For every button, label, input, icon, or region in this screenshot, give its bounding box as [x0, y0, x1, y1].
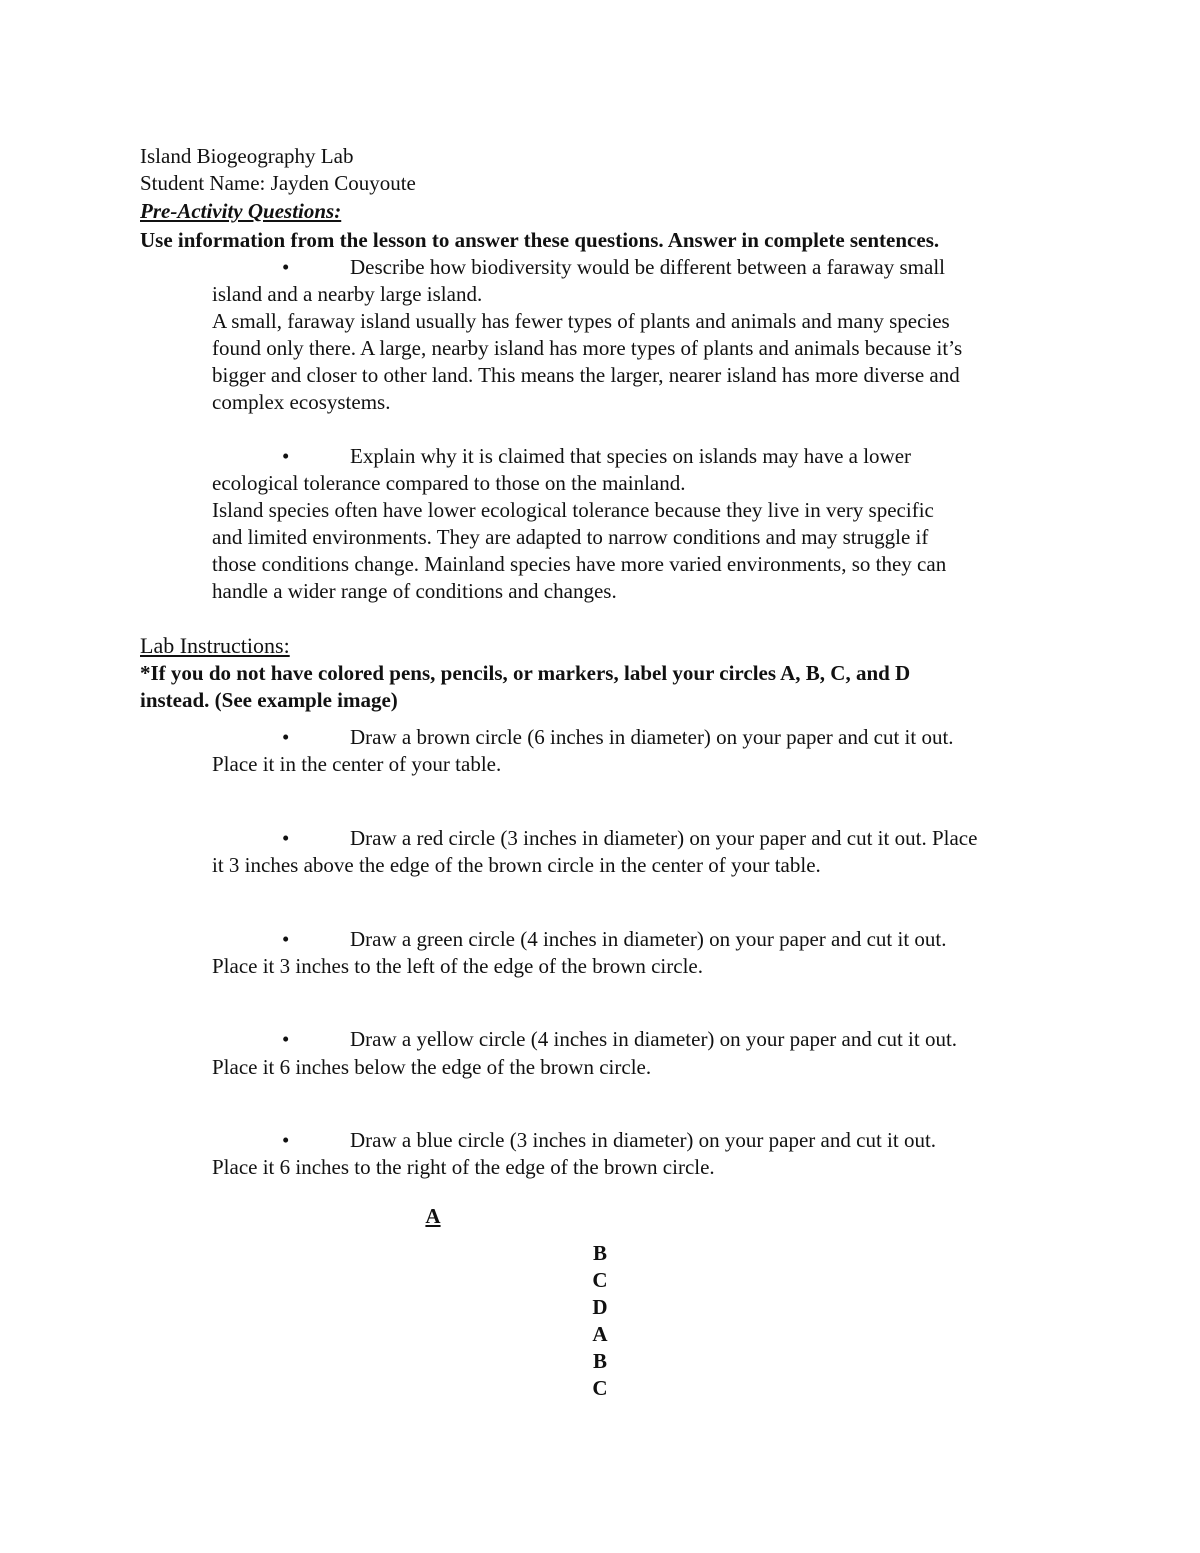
question-1-line-1: Describe how biodiversity would be different between a faraway small — [350, 255, 945, 279]
pre-activity-heading: Pre-Activity Questions: — [140, 199, 342, 223]
answer-1-line: bigger and closer to other land. This means the larger, nearer island has more diverse and — [212, 363, 960, 387]
example-label: B — [592, 1349, 607, 1373]
lab-step-4-line-1: Draw a yellow circle (4 inches in diameter) on your paper and cut it out. — [350, 1027, 958, 1051]
answer-2-line: handle a wider range of conditions and changes. — [212, 579, 617, 603]
example-label: A — [592, 1322, 608, 1346]
student-name: Student Name: Jayden Couyoute — [140, 171, 416, 195]
question-1 — [282, 254, 945, 281]
bullet-icon: • — [282, 927, 290, 951]
lab-note-line-1: *If you do not have colored pens, pencils, or markers, label your circles A, B, C, and D — [140, 661, 911, 685]
answer-1-line: found only there. A large, nearby island has more types of plants and animals because it’s — [212, 336, 963, 360]
answer-1-line: A small, faraway island usually has fewer types of plants and animals and many species — [212, 309, 950, 333]
example-label: C — [592, 1268, 608, 1292]
answer-2-line: those conditions change. Mainland species have more varied environments, so they can — [212, 552, 947, 576]
example-label: C — [592, 1376, 608, 1400]
example-label: D — [592, 1295, 608, 1319]
answer-1-line: complex ecosystems. — [212, 390, 391, 414]
pre-activity-instruction: Use information from the lesson to answer these questions. Answer in complete sentences. — [140, 228, 940, 252]
example-label-top: A — [425, 1204, 441, 1228]
document-title: Island Biogeography Lab — [140, 144, 354, 168]
lab-step-1 — [282, 724, 954, 751]
question-2-line-1: Explain why it is claimed that species on islands may have a lower — [350, 444, 912, 468]
bullet-icon: • — [282, 255, 290, 279]
lab-step-5-line-2: Place it 6 inches to the right of the edge of the brown circle. — [212, 1155, 715, 1179]
lab-step-1-line-1: Draw a brown circle (6 inches in diameter) on your paper and cut it out. — [350, 725, 954, 749]
lab-step-4-line-2: Place it 6 inches below the edge of the brown circle. — [212, 1055, 652, 1079]
bullet-icon: • — [282, 1128, 290, 1152]
question-2-line-2: ecological tolerance compared to those on the mainland. — [212, 471, 686, 495]
question-2 — [282, 443, 911, 470]
lab-step-4 — [282, 1026, 957, 1053]
lab-step-2 — [282, 825, 977, 852]
lab-step-3-line-2: Place it 3 inches to the left of the edge of the brown circle. — [212, 954, 703, 978]
lab-step-1-line-2: Place it in the center of your table. — [212, 752, 502, 776]
lab-step-5-line-1: Draw a blue circle (3 inches in diameter) on your paper and cut it out. — [350, 1128, 937, 1152]
answer-2-line: Island species often have lower ecological tolerance because they live in very specific — [212, 498, 934, 522]
lab-step-3-line-1: Draw a green circle (4 inches in diameter) on your paper and cut it out. — [350, 927, 947, 951]
answer-2-line: and limited environments. They are adapted to narrow conditions and may struggle if — [212, 525, 929, 549]
example-label: B — [592, 1241, 607, 1265]
lab-step-2-line-2: it 3 inches above the edge of the brown circle in the center of your table. — [212, 853, 821, 877]
question-1-line-2: island and a nearby large island. — [212, 282, 483, 306]
bullet-icon: • — [282, 826, 290, 850]
bullet-icon: • — [282, 1027, 290, 1051]
lab-step-3 — [282, 926, 947, 953]
lab-step-5 — [282, 1127, 936, 1154]
bullet-icon: • — [282, 444, 290, 468]
lab-note-line-2: instead. (See example image) — [140, 688, 398, 712]
lab-instructions-heading: Lab Instructions: — [140, 633, 290, 658]
lab-step-2-line-1: Draw a red circle (3 inches in diameter) on your paper and cut it out. Place — [350, 826, 978, 850]
bullet-icon: • — [282, 725, 290, 749]
